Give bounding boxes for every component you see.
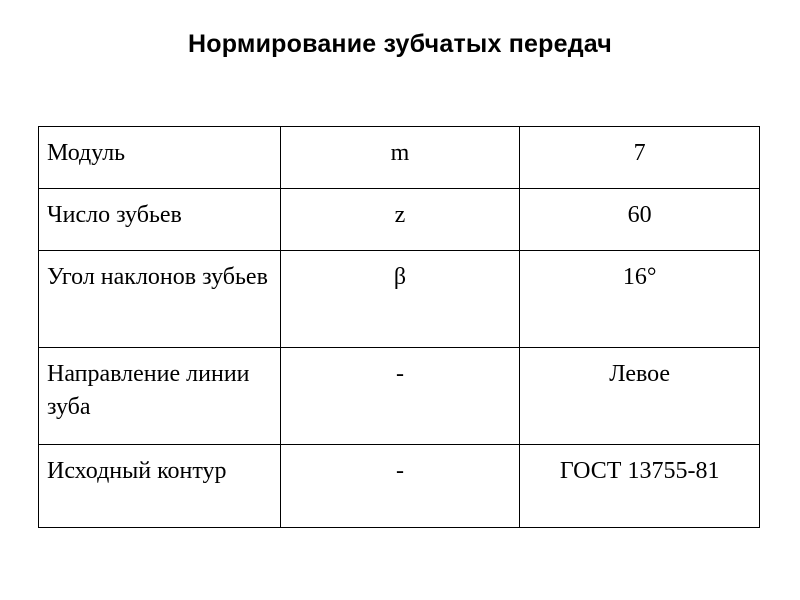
- table-row: [39, 445, 760, 528]
- parameter-name: Угол наклонов зубьев: [39, 251, 281, 348]
- parameter-name: Число зубьев: [39, 189, 281, 251]
- parameter-symbol: m: [280, 127, 520, 189]
- parameter-value: Левое: [520, 348, 760, 445]
- parameter-symbol: -: [280, 445, 520, 528]
- parameter-value: 60: [520, 189, 760, 251]
- parameter-name: Модуль: [39, 127, 281, 189]
- parameter-symbol: β: [280, 251, 520, 348]
- parameter-name: Направление линии зуба: [39, 348, 281, 445]
- gear-parameters-table: [38, 126, 760, 528]
- table-row: [39, 348, 760, 445]
- parameter-value: 16°: [520, 251, 760, 348]
- parameter-symbol: -: [280, 348, 520, 445]
- table-row: [39, 127, 760, 189]
- parameter-symbol: z: [280, 189, 520, 251]
- parameter-value: 7: [520, 127, 760, 189]
- table-row: [39, 251, 760, 348]
- parameter-value: ГОСТ 13755-81: [520, 445, 760, 528]
- parameter-name: Исходный контур: [39, 445, 281, 528]
- page-title: Нормирование зубчатых передач: [188, 30, 612, 58]
- table-row: [39, 189, 760, 251]
